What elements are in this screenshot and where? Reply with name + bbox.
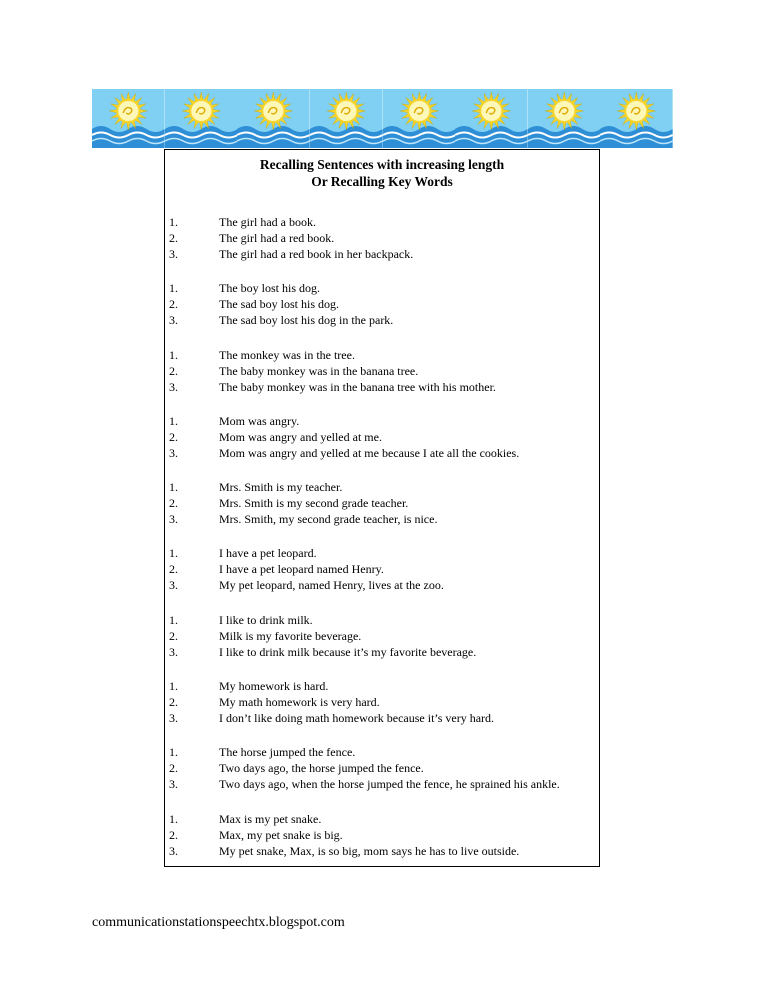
sentence-text: I like to drink milk. xyxy=(219,612,313,627)
sentence-number: 2. xyxy=(169,429,178,444)
sentence-text: I have a pet leopard. xyxy=(219,546,317,561)
sentence-line xyxy=(165,694,599,710)
sentence-line xyxy=(165,363,599,379)
sentence-number: 1. xyxy=(169,347,178,362)
sentence-group xyxy=(165,678,599,744)
title-line-1: Recalling Sentences with increasing length xyxy=(259,157,505,172)
sentence-groups xyxy=(165,214,599,877)
sentence-line xyxy=(165,561,599,577)
sentence-number: 1. xyxy=(169,413,178,428)
sentence-line xyxy=(165,479,599,495)
sentence-line xyxy=(165,413,599,429)
sentence-text: I don’t like doing math homework because it’s very hard. xyxy=(219,711,495,726)
sun-icon xyxy=(165,89,238,148)
worksheet-box xyxy=(164,149,600,867)
sentence-line xyxy=(165,495,599,511)
sentence-text: The girl had a red book in her backpack. xyxy=(219,247,414,261)
sentence-number: 3. xyxy=(169,777,178,792)
sentence-text: Mom was angry and yelled at me. xyxy=(219,429,382,444)
sentence-text: Two days ago, when the horse jumped the fence, he sprained his ankle. xyxy=(219,777,560,792)
footer-url: communicationstationspeechtx.blogspot.com xyxy=(92,915,345,930)
sentence-text: The horse jumped the fence. xyxy=(219,745,356,760)
sun-banner xyxy=(92,89,673,148)
sentence-text: The monkey was in the tree. xyxy=(219,347,355,362)
sentence-number: 3. xyxy=(169,578,178,593)
sentence-line xyxy=(165,577,599,593)
sentence-text: Max, my pet snake is big. xyxy=(219,827,343,842)
sentence-number: 1. xyxy=(169,679,178,694)
sentence-number: 2. xyxy=(169,496,178,511)
sentence-line xyxy=(165,230,599,246)
sentence-group xyxy=(165,214,599,280)
sentence-line xyxy=(165,811,599,827)
sentence-line xyxy=(165,511,599,527)
sentence-number: 3. xyxy=(169,512,178,527)
sentence-text: Mrs. Smith, my second grade teacher, is nice. xyxy=(219,512,438,527)
sentence-number: 1. xyxy=(169,546,178,561)
sentence-text: The girl had a red book. xyxy=(219,231,335,245)
sentence-line xyxy=(165,710,599,726)
sentence-text: Mrs. Smith is my teacher. xyxy=(219,480,343,495)
sentence-text: The baby monkey was in the banana tree with his mother. xyxy=(219,379,496,394)
sentence-group xyxy=(165,811,599,877)
sentence-group xyxy=(165,545,599,611)
sun-icon xyxy=(600,89,673,148)
sentence-text: The baby monkey was in the banana tree. xyxy=(219,363,419,378)
title-line-2: Or Recalling Key Words xyxy=(311,174,453,189)
sentence-line xyxy=(165,628,599,644)
sentence-number: 1. xyxy=(169,612,178,627)
sentence-number: 1. xyxy=(169,811,178,826)
sentence-group xyxy=(165,479,599,545)
sentence-group xyxy=(165,612,599,678)
sentence-text: The sad boy lost his dog in the park. xyxy=(219,313,394,328)
sentence-text: Max is my pet snake. xyxy=(219,811,322,826)
sentence-group xyxy=(165,280,599,346)
sentence-text: I have a pet leopard named Henry. xyxy=(219,562,384,577)
sentence-number: 3. xyxy=(169,379,178,394)
sentence-line xyxy=(165,760,599,776)
sun-icon xyxy=(383,89,456,148)
sentence-number: 1. xyxy=(169,745,178,760)
sentence-number: 2. xyxy=(169,231,178,245)
sentence-line xyxy=(165,678,599,694)
sentence-number: 2. xyxy=(169,297,178,312)
sun-icon xyxy=(455,89,528,148)
sentence-number: 3. xyxy=(169,247,178,261)
sentence-line xyxy=(165,280,599,296)
sentence-number: 2. xyxy=(169,363,178,378)
sentence-number: 2. xyxy=(169,827,178,842)
sentence-line xyxy=(165,429,599,445)
sentence-group xyxy=(165,347,599,413)
sentence-number: 2. xyxy=(169,695,178,710)
sentence-text: Mom was angry and yelled at me because I ate all the cookies. xyxy=(219,445,520,460)
sentence-text: My pet snake, Max, is so big, mom says he has to live outside. xyxy=(219,843,520,858)
sentence-line xyxy=(165,644,599,660)
sun-icon xyxy=(528,89,601,148)
sentence-text: Mrs. Smith is my second grade teacher. xyxy=(219,496,409,511)
sentence-text: The sad boy lost his dog. xyxy=(219,297,339,312)
sun-icon xyxy=(92,89,165,148)
sentence-line xyxy=(165,545,599,561)
sentence-text: Two days ago, the horse jumped the fence. xyxy=(219,761,424,776)
sentence-line xyxy=(165,827,599,843)
sentence-number: 2. xyxy=(169,562,178,577)
sentence-line xyxy=(165,612,599,628)
sentence-line xyxy=(165,214,599,230)
sentence-number: 1. xyxy=(169,281,178,296)
sentence-line xyxy=(165,744,599,760)
sentence-text: The girl had a book. xyxy=(219,215,316,229)
sentence-text: The boy lost his dog. xyxy=(219,281,320,296)
sentence-text: My homework is hard. xyxy=(219,679,329,694)
sentence-line xyxy=(165,445,599,461)
sentence-line xyxy=(165,347,599,363)
sentence-number: 1. xyxy=(169,215,178,229)
sentence-text: My pet leopard, named Henry, lives at the zoo. xyxy=(219,578,444,593)
sentence-line xyxy=(165,776,599,792)
sentence-text: My math homework is very hard. xyxy=(219,695,380,710)
sentence-group xyxy=(165,744,599,810)
sun-icon xyxy=(237,89,310,148)
sentence-line xyxy=(165,312,599,328)
sentence-text: Mom was angry. xyxy=(219,413,300,428)
sun-icon xyxy=(310,89,383,148)
sentence-number: 3. xyxy=(169,843,178,858)
sentence-number: 1. xyxy=(169,480,178,495)
sentence-number: 3. xyxy=(169,445,178,460)
sentence-group xyxy=(165,413,599,479)
sentence-number: 3. xyxy=(169,711,178,726)
sentence-line xyxy=(165,379,599,395)
sentence-number: 3. xyxy=(169,644,178,659)
sentence-line xyxy=(165,296,599,312)
sentence-line xyxy=(165,843,599,859)
sentence-line xyxy=(165,246,599,262)
sentence-text: I like to drink milk because it’s my favorite beverage. xyxy=(219,644,477,659)
sentence-number: 2. xyxy=(169,628,178,643)
sentence-number: 3. xyxy=(169,313,178,328)
sentence-text: Milk is my favorite beverage. xyxy=(219,628,362,643)
sentence-number: 2. xyxy=(169,761,178,776)
worksheet-title xyxy=(165,156,599,190)
